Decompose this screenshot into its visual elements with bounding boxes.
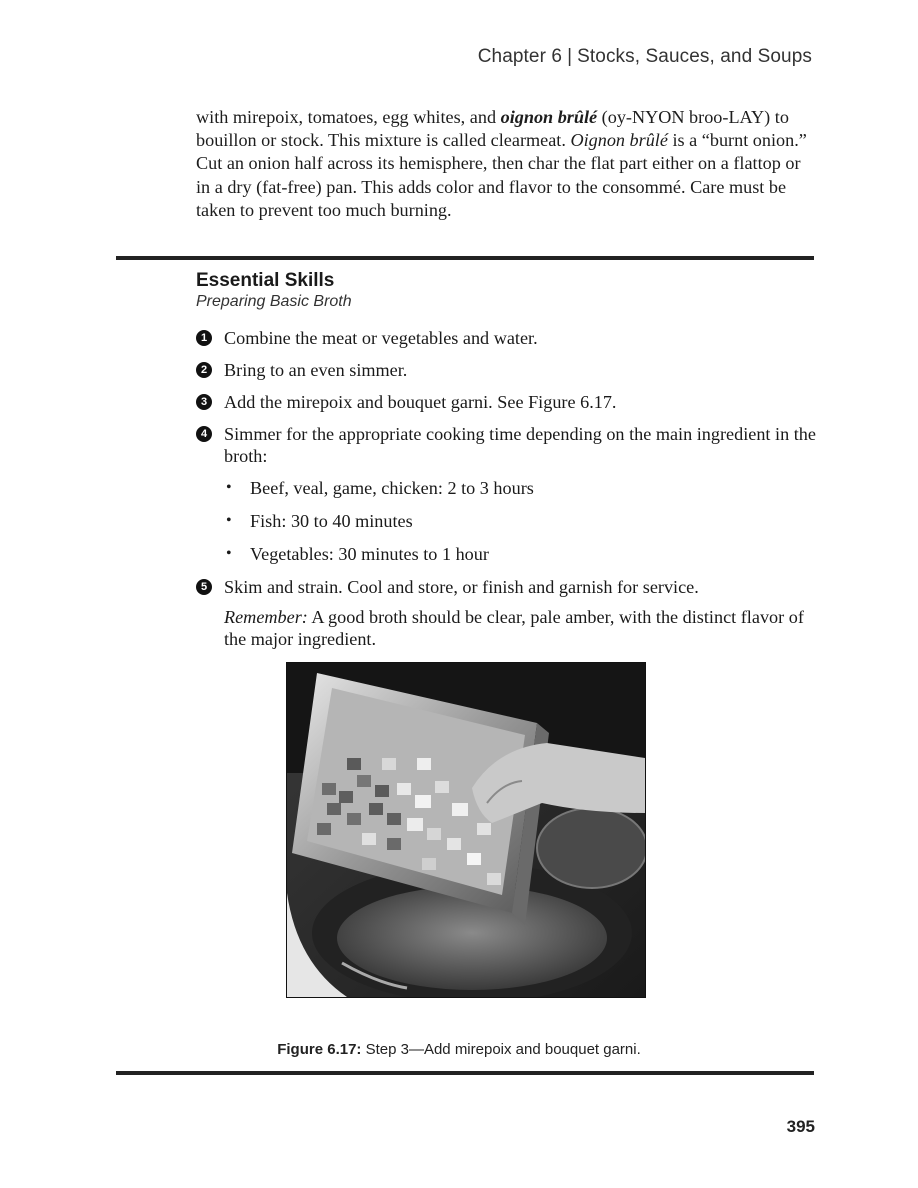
steps-list [196, 327, 816, 660]
step-number: 1 [196, 330, 212, 346]
step-number: 3 [196, 394, 212, 410]
list-item: • Beef, veal, game, chicken: 2 to 3 hours [224, 477, 816, 499]
page-number: 395 [786, 1117, 815, 1136]
intro-term-italic: Oignon brûlé [570, 130, 668, 151]
remember-text: A good broth should be clear, pale amber, with the distinct flavor of the major ingredient. [224, 607, 804, 649]
chapter-title: Stocks, Sauces, and Soups [577, 46, 812, 67]
figure-photo [286, 662, 646, 998]
intro-text: (oy-NYON broo-LAY) to bouillon or stock. This mixture is called clearmeat. [196, 107, 789, 151]
section-rule-top [116, 256, 814, 260]
photo-illustration [287, 663, 645, 997]
skills-subtitle: Preparing Basic Broth [196, 293, 352, 310]
remember-label: Remember: [224, 607, 308, 627]
intro-text: with mirepoix, tomatoes, egg whites, and [196, 107, 501, 127]
skills-title: Essential Skills [196, 270, 335, 291]
step-text: Combine the meat or vegetables and water. [224, 328, 538, 348]
intro-term: oignon brûlé [500, 107, 598, 127]
step-text: Skim and strain. Cool and store, or finish and garnish for service. [224, 577, 699, 597]
intro-text: is a “burnt onion.” Cut an onion half across its hemisphere, then char the flat part either on a flattop or in a dry (fat-free) pan. This adds color and flavor to the consommé. Care must be taken to prevent too much burning. [196, 130, 807, 220]
list-item: • Vegetables: 30 minutes to 1 hour [224, 543, 816, 565]
figure-caption [0, 1041, 918, 1058]
running-header [478, 46, 812, 68]
cooking-times-list [224, 477, 816, 565]
list-item: • Fish: 30 to 40 minutes [224, 510, 816, 532]
step-1 [196, 327, 816, 349]
intro-paragraph [196, 106, 812, 222]
step-4 [196, 423, 816, 565]
figure-caption-text: Step 3—Add mirepoix and bouquet garni. [361, 1041, 641, 1058]
step-5 [196, 576, 816, 650]
chapter-label: Chapter 6 [477, 46, 563, 67]
figure-label: Figure 6.17: [277, 1041, 362, 1058]
step-number: 4 [196, 426, 212, 442]
remember-note [224, 606, 816, 650]
section-rule-bottom [116, 1071, 814, 1075]
step-2 [196, 359, 816, 381]
step-text: Bring to an even simmer. [224, 360, 408, 380]
step-number: 5 [196, 579, 212, 595]
step-text: Simmer for the appropriate cooking time depending on the main ingredient in the broth: [224, 424, 816, 466]
step-text: Add the mirepoix and bouquet garni. See Figure 6.17. [224, 392, 617, 412]
step-number: 2 [196, 362, 212, 378]
step-3 [196, 391, 816, 413]
header-separator: | [567, 46, 573, 67]
